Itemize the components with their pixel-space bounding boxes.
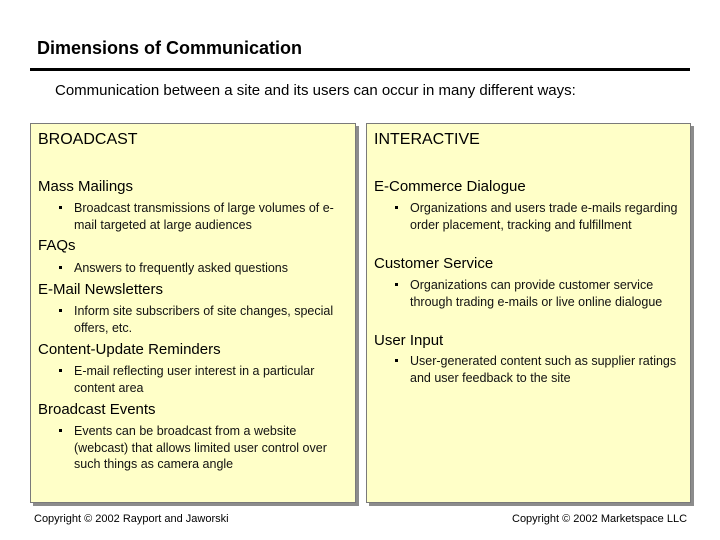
panel-header-broadcast: BROADCAST	[38, 131, 138, 148]
section-title-customer-service: Customer Service	[374, 255, 494, 272]
bullet-icon	[395, 206, 398, 209]
section-title-faqs: FAQs	[38, 237, 76, 254]
section-title-ecommerce-dialogue: E-Commerce Dialogue	[374, 178, 526, 195]
bullet-text: Answers to frequently asked questions	[74, 261, 289, 275]
bullet-text: Inform site subscribers of site changes, special offers, etc.	[74, 304, 334, 335]
bullet-icon	[59, 429, 62, 432]
bullet-icon	[59, 206, 62, 209]
section-title-email-newsletters: E-Mail Newsletters	[38, 281, 164, 298]
bullet-icon	[59, 266, 62, 269]
footer-copyright-left: Copyright © 2002 Rayport and Jaworski	[34, 513, 229, 525]
bullet-text: Organizations and users trade e-mails regarding order placement, tracking and fulfillment	[410, 201, 678, 232]
bullet-text: Organizations can provide customer service through trading e-mails or live online dialogue	[410, 278, 663, 309]
footer-copyright-right: Copyright © 2002 Marketspace LLC	[512, 513, 688, 525]
bullet-text: User-generated content such as supplier ratings and user feedback to the site	[410, 354, 677, 385]
section-title-broadcast-events: Broadcast Events	[38, 401, 156, 418]
bullet-icon	[59, 369, 62, 372]
interactive-panel	[366, 123, 691, 503]
bullet-icon	[59, 309, 62, 312]
title-divider	[30, 68, 690, 71]
section-title-mass-mailings: Mass Mailings	[38, 178, 134, 195]
section-title-user-input: User Input	[374, 332, 444, 349]
bullet-text: Broadcast transmissions of large volumes of e-mail targeted at large audiences	[74, 201, 334, 232]
slide-title: Dimensions of Communication	[37, 38, 303, 58]
bullet-icon	[395, 359, 398, 362]
panel-header-interactive: INTERACTIVE	[374, 131, 480, 148]
slide-subtitle: Communication between a site and its users can occur in many different ways:	[55, 82, 576, 99]
broadcast-panel	[30, 123, 356, 503]
bullet-text: Events can be broadcast from a website (webcast) that allows limited user control over such things as camera angle	[74, 424, 327, 471]
bullet-icon	[395, 283, 398, 286]
bullet-text: E-mail reflecting user interest in a particular content area	[74, 364, 315, 395]
section-title-content-update-reminders: Content-Update Reminders	[38, 341, 221, 358]
